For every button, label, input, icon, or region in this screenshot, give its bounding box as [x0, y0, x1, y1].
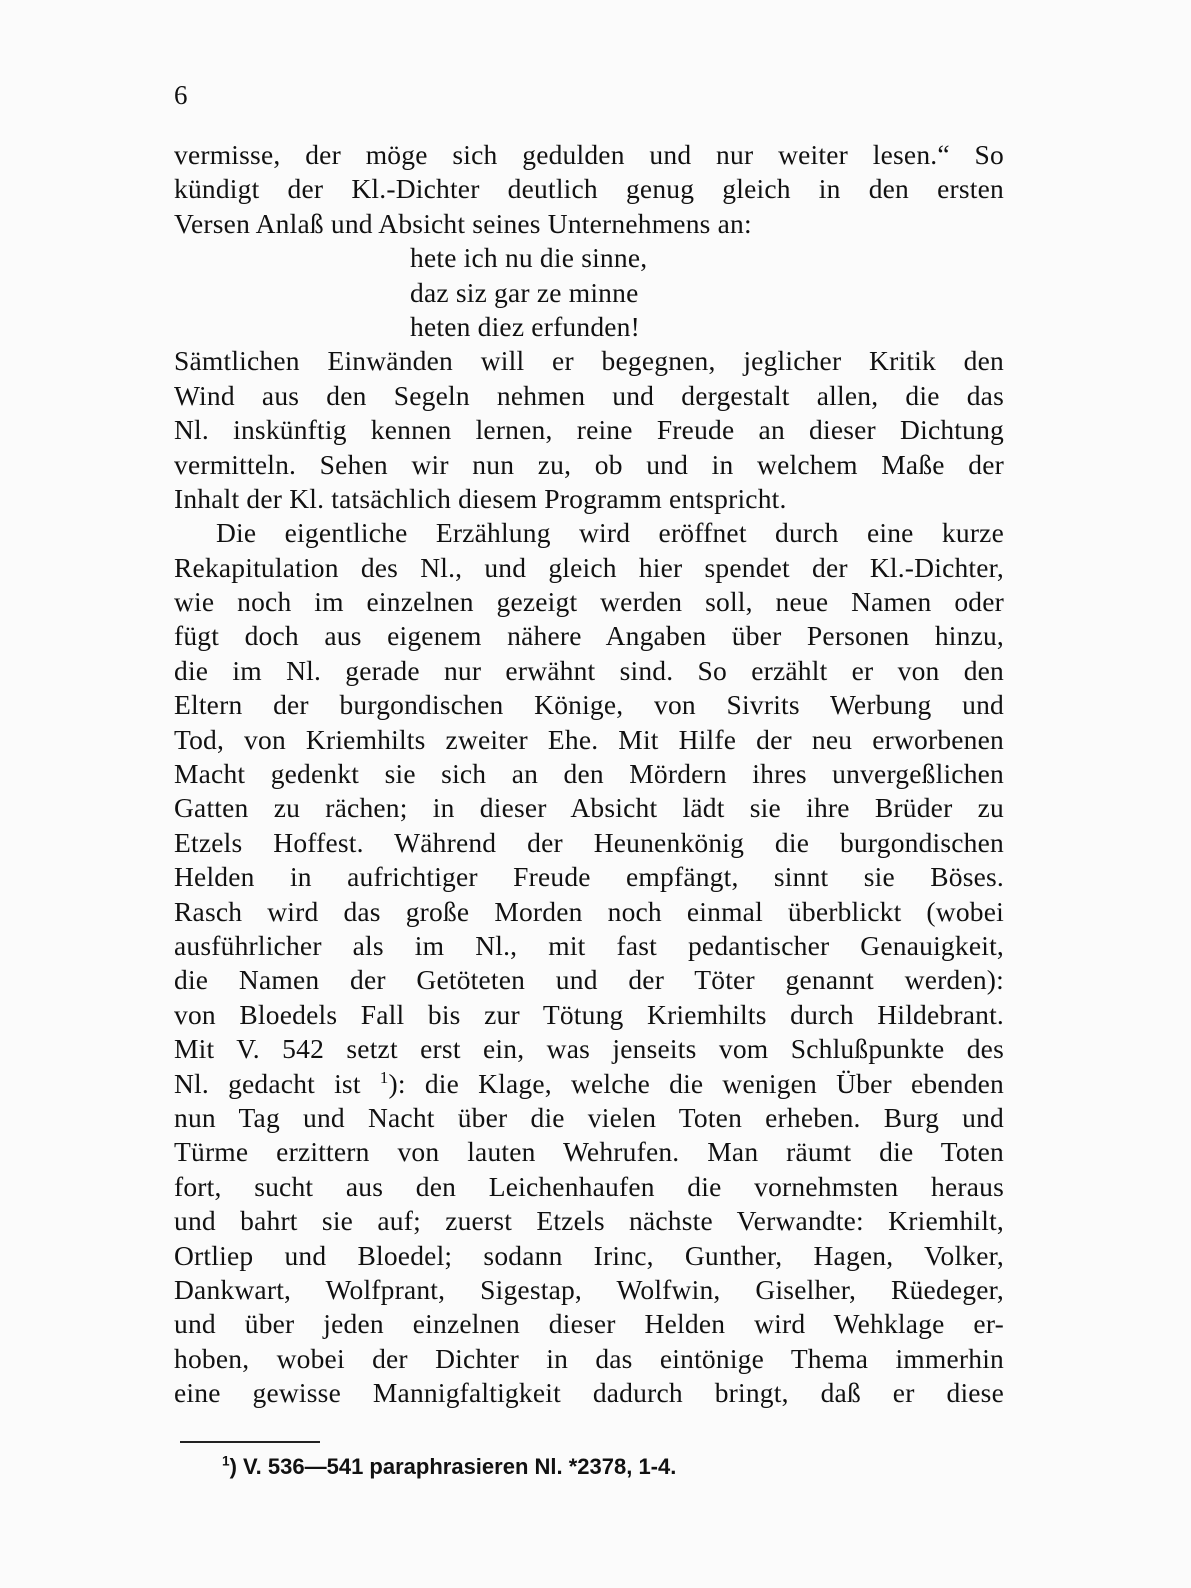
text-line: fort, sucht aus den Leichenhaufen die vornehmsten heraus: [174, 1170, 1004, 1202]
page-number: 6: [174, 80, 188, 110]
verse-line: hete ich nu die sinne,: [410, 242, 648, 274]
text-line: fügt doch aus eigenem nähere Angaben über Personen hinzu,: [174, 620, 1004, 652]
text-line: Etzels Hoffest. Während der Heunenkönig die burgondischen: [174, 826, 1004, 858]
text-line: Nl. inskünftig kennen lernen, reine Freude an dieser Dichtung: [174, 414, 1004, 446]
text-line: Tod, von Kriemhilts zweiter Ehe. Mit Hilfe der neu erworbenen: [174, 723, 1004, 755]
text-line: vermisse, der möge sich gedulden und nur weiter lesen.“ So: [174, 139, 1004, 170]
text-segment: Nl. gedacht ist: [174, 1067, 361, 1099]
text-line: hoben, wobei der Dichter in das eintönige Thema immerhin: [174, 1342, 1004, 1374]
text-line: Die eigentliche Erzählung wird eröffnet durch eine kurze: [216, 517, 1004, 549]
text-line: vermitteln. Sehen wir nun zu, ob und in welchem Maße der: [174, 448, 1004, 480]
text-line: Rekapitulation des Nl., und gleich hier spendet der Kl.-Dichter,: [174, 551, 1004, 583]
text-line: Wind aus den Segeln nehmen und dergestalt allen, die das: [174, 379, 1004, 411]
text-line: die Namen der Getöteten und der Töter genannt werden):: [174, 964, 1004, 996]
text-line: und bahrt sie auf; zuerst Etzels nächste Verwandte: Kriemhilt,: [174, 1205, 1004, 1237]
text-line: wie noch im einzelnen gezeigt werden soll, neue Namen oder: [174, 586, 1004, 618]
text-line: Türme erzittern von lauten Wehrufen. Man räumt die Toten: [174, 1136, 1004, 1168]
verse-line: heten diez erfunden!: [410, 310, 640, 342]
footnote-paren: ): [229, 1454, 237, 1479]
text-line: Mit V. 542 setzt erst ein, was jenseits vom Schlußpunkte des: [174, 1033, 1004, 1065]
footnote-text: V. 536—541 paraphrasieren Nl. *2378, 1-4.: [236, 1454, 677, 1479]
text-line: eine gewisse Mannigfaltigkeit dadurch bringt, daß er diese: [174, 1377, 1004, 1409]
footnote-reference: 1: [379, 1067, 389, 1087]
text-line: Sämtlichen Einwänden will er begegnen, jeglicher Kritik den: [174, 345, 1004, 377]
text-line: Inhalt der Kl. tatsächlich diesem Programm entspricht.: [174, 482, 787, 514]
text-line: ausführlicher als im Nl., mit fast pedantischer Genauigkeit,: [174, 929, 1004, 961]
main-text: [174, 138, 1004, 1410]
text-line: nun Tag und Nacht über die vielen Toten erheben. Burg und: [174, 1101, 1004, 1133]
text-line: Eltern der burgondischen Könige, von Sivrits Werbung und: [174, 689, 1004, 721]
text-line: kündigt der Kl.-Dichter deutlich genug gleich in den ersten: [174, 173, 1004, 205]
footnote-divider: [180, 1441, 320, 1443]
text-line: Dankwart, Wolfprant, Sigestap, Wolfwin, Giselher, Rüedeger,: [174, 1273, 1004, 1305]
text-line: Macht gedenkt sie sich an den Mördern ihres unvergeßlichen: [174, 758, 1004, 790]
text-line: Ortliep und Bloedel; sodann Irinc, Gunther, Hagen, Volker,: [174, 1239, 1004, 1271]
footnote-marker: 1: [222, 1453, 230, 1469]
text-line: Gatten zu rächen; in dieser Absicht lädt sie ihre Brüder zu: [174, 792, 1004, 824]
text-segment: ): die Klage, welche die wenigen Über ebenden: [388, 1067, 1004, 1099]
text-line-with-footnote: [174, 1067, 1004, 1101]
text-line: die im Nl. gerade nur erwähnt sind. So erzählt er von den: [174, 654, 1004, 686]
text-line: und über jeden einzelnen dieser Helden wird Wehklage er-: [174, 1308, 1004, 1340]
text-line: von Bloedels Fall bis zur Tötung Kriemhilts durch Hildebrant.: [174, 998, 1004, 1030]
footnote: [222, 1452, 676, 1482]
verse-line: daz siz gar ze minne: [410, 276, 639, 308]
text-line: Helden in aufrichtiger Freude empfängt, sinnt sie Böses.: [174, 861, 1004, 893]
text-line: Versen Anlaß und Absicht seines Unternehmens an:: [174, 207, 752, 239]
text-line: Rasch wird das große Morden noch einmal überblickt (wobei: [174, 895, 1004, 927]
